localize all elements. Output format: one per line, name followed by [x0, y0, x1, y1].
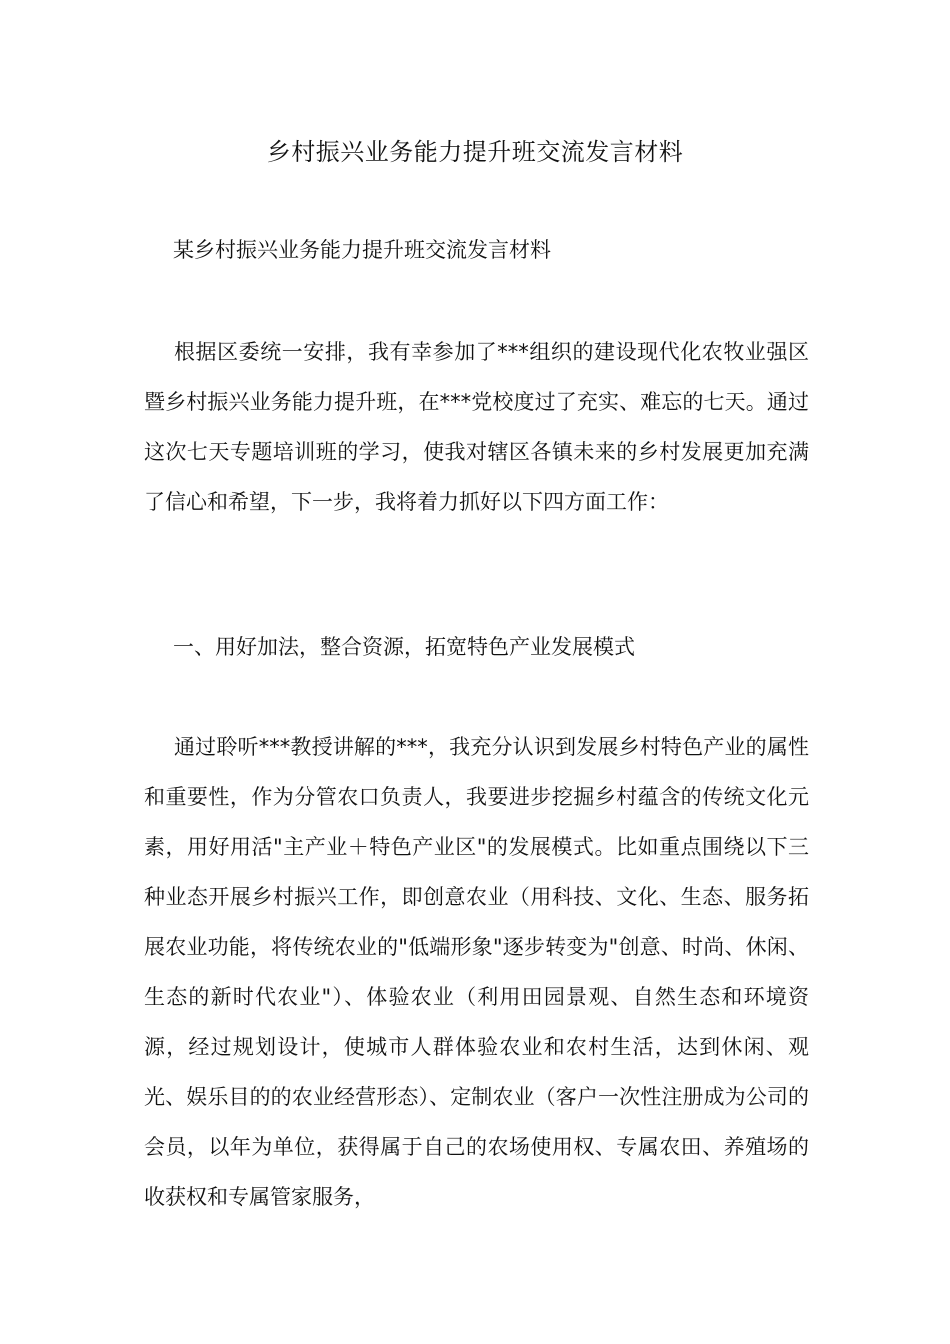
document-subtitle: 某乡村振兴业务能力提升班交流发言材料	[173, 238, 551, 262]
section-heading-1: 一、用好加法，整合资源，拓宽特色产业发展模式	[173, 635, 635, 659]
paragraph-section-1: 通过聆听***教授讲解的***，我充分认识到发展乡村特色产业的属性和重要性，作为分管农口负责人，我要进步挖掘乡村蕴含的传统文化元素，用好用活"主产业＋特色产业区"的发展模式。比如重点围绕以下三种业态开展乡村振兴工作，即创意农业（用科技、文化、生态、服务拓展农业功能，将传统农业的"低端形象"逐步转变为"创意、时尚、休闲、生态的新时代农业"）、体验农业（利用田园景观、自然生态和环境资源，经过规划设计，使城市人群体验农业和农村生活，达到休闲、观光、娱乐目的的农业经营形态）、定制农业（客户一次性注册成为公司的会员，以年为单位，获得属于自己的农场使用权、专属农田、养殖场的收获权和专属管家服务，	[144, 735, 809, 1209]
paragraph-intro: 根据区委统一安排，我有幸参加了***组织的建设现代化农牧业强区暨乡村振兴业务能力提升班，在***党校度过了充实、难忘的七天。通过这次七天专题培训班的学习，使我对辖区各镇未来的乡村发展更加充满了信心和希望，下一步，我将着力抓好以下四方面工作：	[144, 340, 809, 514]
document-title: 乡村振兴业务能力提升班交流发言材料	[266, 138, 684, 166]
